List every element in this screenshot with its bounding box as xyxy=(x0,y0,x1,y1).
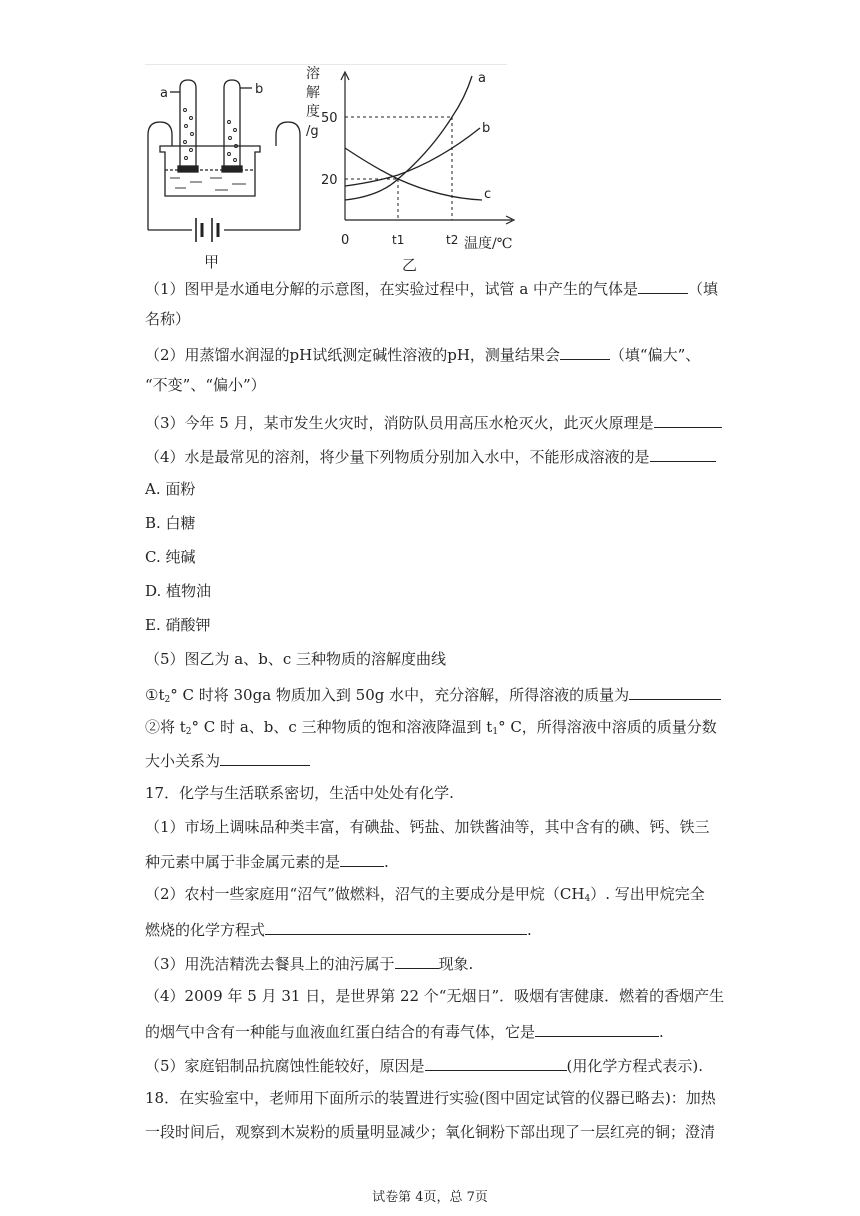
answer-blank[interactable] xyxy=(425,1054,567,1071)
x-axis-label: 温度/℃ xyxy=(464,236,513,252)
q16-1-hint: （填 xyxy=(688,280,719,298)
y-label-1: 溶 xyxy=(306,66,320,82)
q17-title: 17．化学与生活联系密切，生活中处处有化学. xyxy=(145,784,454,802)
answer-blank[interactable] xyxy=(265,918,527,935)
q18-line1: 18．在实验室中，老师用下面所示的装置进行实验(图中固定试管的仪器已略去)：加热 xyxy=(145,1089,716,1107)
q17-3-line xyxy=(145,952,473,974)
answer-blank[interactable] xyxy=(560,343,610,360)
q16-3-text: （3）今年 5 月，某市发生火灾时，消防队员用高压水枪灭火，此灭火原理是 xyxy=(145,414,654,432)
q17-3-pre: （3）用洗洁精洗去餐具上的油污属于 xyxy=(145,955,395,973)
y-tick-20: 20 xyxy=(321,173,338,188)
figure-jia-label: 甲 xyxy=(204,253,220,271)
option-c: C. 纯碱 xyxy=(145,548,196,566)
q16-5-2b-text: 大小关系为 xyxy=(145,752,221,770)
q16-4-line xyxy=(145,445,716,467)
electrolysis-apparatus xyxy=(148,80,300,242)
q16-5-2-pre: ②将 t xyxy=(145,718,186,736)
q16-2-line1 xyxy=(145,343,700,365)
tube-a-label: a xyxy=(160,86,168,101)
q16-5-2-text: ° C，所得溶液中溶质的质量分数 xyxy=(498,718,717,736)
period: . xyxy=(527,921,532,939)
q17-1-line1: （1）市场上调味品种类丰富，有碘盐、钙盐、加铁酱油等，其中含有的碘、钙、铁三 xyxy=(145,818,710,836)
option-d: D. 植物油 xyxy=(145,582,212,600)
q16-5-2-line2 xyxy=(145,749,310,771)
answer-blank[interactable] xyxy=(340,850,384,867)
option-e: E. 硝酸钾 xyxy=(145,616,211,634)
option-a: A. 面粉 xyxy=(145,480,196,498)
answer-blank[interactable] xyxy=(395,952,439,969)
q16-5-1-text: ° C 时将 30ga 物质加入到 50g 水中，充分溶解，所得溶液的质量为 xyxy=(170,686,630,704)
q16-3-line xyxy=(145,411,722,433)
curve-a xyxy=(345,76,472,200)
y-label-4: /g xyxy=(306,124,319,139)
subscript: 1 xyxy=(492,727,499,737)
q16-2-text: （2）用蒸馏水润湿的pH试纸测定碱性溶液的pH，测量结果会 xyxy=(145,346,560,364)
origin-label: 0 xyxy=(341,233,350,248)
q17-5-pre: （5）家庭铝制品抗腐蚀性能较好，原因是 xyxy=(145,1057,425,1075)
curve-b xyxy=(345,128,480,186)
y-tick-50: 50 xyxy=(321,111,338,126)
option-b: B. 白糖 xyxy=(145,514,196,532)
y-label-3: 度 xyxy=(306,104,320,120)
q16-5-1-pre: ①t xyxy=(145,686,165,704)
q17-2b-text: 燃烧的化学方程式 xyxy=(145,921,266,939)
period: . xyxy=(384,853,389,871)
subscript: 2 xyxy=(164,695,171,705)
answer-blank[interactable] xyxy=(654,411,722,428)
q16-2-line2: “不变”、“偏小”） xyxy=(145,376,266,394)
q17-4-line2 xyxy=(145,1020,664,1042)
answer-blank[interactable] xyxy=(638,277,688,294)
curve-a-label: a xyxy=(478,71,486,86)
q16-5-2-mid: ° C 时 a、b、c 三种物质的饱和溶液降温到 t xyxy=(191,718,493,736)
q18-line2: 一段时间后，观察到木炭粉的质量明显减少；氧化铜粉下部出现了一层红亮的铜；澄清 xyxy=(145,1123,716,1141)
q16-5-2-line1 xyxy=(145,717,717,742)
q17-4-line1: （4）2009 年 5 月 31 日，是世界第 22 个“无烟日”．吸烟有害健康．燃着的香烟产生 xyxy=(145,987,725,1005)
subscript: 2 xyxy=(185,727,192,737)
page-footer: 试卷第 4页，总 7页 xyxy=(372,1190,488,1205)
answer-blank[interactable] xyxy=(650,445,716,462)
curve-c-label: c xyxy=(484,187,492,202)
figure-jia-yi xyxy=(140,60,520,275)
q17-2-post: ）. 写出甲烷完全 xyxy=(590,885,705,903)
q16-2-hint: （填“偏大”、 xyxy=(609,346,701,364)
q16-5-line: （5）图乙为 a、b、c 三种物质的溶解度曲线 xyxy=(145,650,447,668)
q17-1-line2 xyxy=(145,850,389,872)
x-tick-t1: t1 xyxy=(392,233,405,247)
q16-5-1-line xyxy=(145,683,721,710)
curve-c xyxy=(345,148,482,200)
x-tick-t2: t2 xyxy=(446,233,459,247)
q16-1-text: （1）图甲是水通电分解的示意图，在实验过程中，试管 a 中产生的气体是 xyxy=(145,280,639,298)
q17-2-pre: （2）农村一些家庭用“沼气”做燃料，沼气的主要成分是甲烷（CH xyxy=(145,885,585,903)
figure-yi-label: 乙 xyxy=(402,256,418,274)
period: . xyxy=(659,1023,664,1041)
q17-5-post: (用化学方程式表示). xyxy=(566,1057,704,1075)
y-label-2: 解 xyxy=(306,85,320,101)
q16-1-line2: 名称） xyxy=(145,310,191,328)
answer-blank[interactable] xyxy=(629,683,721,700)
q17-3-post: 现象. xyxy=(438,955,474,973)
q17-2-line1 xyxy=(145,884,705,909)
q17-1-text: 种元素中属于非金属元素的是 xyxy=(145,853,341,871)
q17-2-line2 xyxy=(145,918,532,940)
answer-blank[interactable] xyxy=(535,1020,659,1037)
subscript: 4 xyxy=(584,894,591,904)
q17-5-line xyxy=(145,1054,703,1076)
tube-bubbles xyxy=(170,109,246,191)
tube-b-label: b xyxy=(255,82,264,97)
solubility-chart xyxy=(306,65,514,274)
q16-1-line1 xyxy=(145,277,718,299)
q17-4b-text: 的烟气中含有一种能与血液血红蛋白结合的有毒气体，它是 xyxy=(145,1023,536,1041)
answer-blank[interactable] xyxy=(220,749,310,766)
curve-b-label: b xyxy=(482,121,491,136)
q16-4-text: （4）水是最常见的溶剂，将少量下列物质分别加入水中，不能形成溶液的是 xyxy=(145,448,650,466)
